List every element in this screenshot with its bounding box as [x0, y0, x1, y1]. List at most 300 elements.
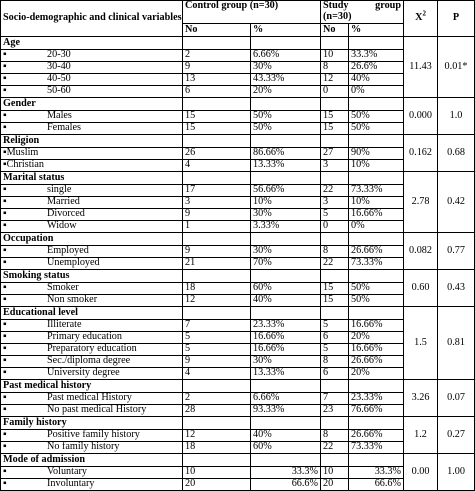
study-percent: 73.33% [349, 442, 404, 454]
p-value: 0.42 [438, 172, 475, 233]
row-label: 40-50 [47, 73, 71, 85]
p-value: 0.01* [438, 37, 475, 98]
section-title: Age [1, 37, 183, 50]
bullet-icon: ▪ [3, 208, 7, 220]
row-label-cell [1, 442, 183, 454]
table-row [1, 320, 475, 332]
bullet-icon: ▪ [3, 184, 7, 196]
section-row [1, 135, 475, 148]
row-label-cell [1, 344, 183, 356]
bullet-icon: ▪ [3, 294, 7, 306]
section-row [1, 417, 475, 430]
control-percent: 16.66% [251, 332, 321, 344]
bullet-icon: ▪ [3, 122, 7, 134]
control-percent: 60% [251, 442, 321, 454]
control-percent: 43.33% [251, 74, 321, 86]
table-row [1, 332, 475, 344]
chi-square-value: 11.43 [404, 37, 438, 98]
section-title: Gender [1, 98, 183, 111]
row-label-cell [1, 393, 183, 405]
control-percent: 66.6% [251, 479, 321, 491]
p-value: 0.43 [438, 270, 475, 307]
empty-cell [251, 270, 321, 283]
table-row [1, 111, 475, 123]
row-label: Past medical History [47, 392, 132, 404]
control-count: 2 [183, 50, 251, 62]
study-percent: 10% [349, 197, 404, 209]
control-count: 9 [183, 209, 251, 221]
study-percent: 76.66% [349, 405, 404, 417]
section-row [1, 98, 475, 111]
empty-cell [183, 307, 251, 320]
control-count: 21 [183, 258, 251, 270]
table-row [1, 148, 475, 160]
control-count: 17 [183, 185, 251, 197]
section-title: Occupation [1, 233, 183, 246]
control-percent: 86.66% [251, 148, 321, 160]
row-label-cell [1, 320, 183, 332]
study-percent: 40% [349, 74, 404, 86]
control-count: 5 [183, 344, 251, 356]
header-row [1, 1, 475, 24]
row-label: single [47, 184, 72, 196]
bullet-icon: ▪ [3, 159, 7, 171]
row-label: Unemployed [47, 257, 100, 269]
bullet-icon: ▪ [3, 355, 7, 367]
study-count: 6 [321, 332, 349, 344]
study-count: 20 [321, 479, 349, 491]
study-percent: 20% [349, 368, 404, 380]
bullet-icon: ▪ [3, 49, 7, 61]
study-count: 8 [321, 246, 349, 258]
control-count: 28 [183, 405, 251, 417]
row-label: Married [47, 196, 80, 208]
study-percent: 23.33% [349, 393, 404, 405]
section-title: Past medical history [1, 380, 183, 393]
study-count: 22 [321, 185, 349, 197]
chi-square-value: 0.00 [404, 454, 438, 491]
table-row [1, 283, 475, 295]
empty-cell [183, 380, 251, 393]
study-percent: 73.33% [349, 258, 404, 270]
study-count: 5 [321, 344, 349, 356]
control-count: 4 [183, 368, 251, 380]
table-row [1, 356, 475, 368]
control-percent: 30% [251, 62, 321, 74]
empty-cell [321, 233, 349, 246]
empty-cell [349, 233, 404, 246]
control-count: 3 [183, 197, 251, 209]
section-row [1, 380, 475, 393]
control-count: 18 [183, 442, 251, 454]
row-label: Primary education [47, 331, 122, 343]
control-percent: 40% [251, 295, 321, 307]
row-label-cell [1, 123, 183, 135]
table-row [1, 209, 475, 221]
empty-cell [251, 454, 321, 467]
study-count: 22 [321, 258, 349, 270]
control-percent: 20% [251, 86, 321, 98]
study-percent: 50% [349, 283, 404, 295]
table-row [1, 258, 475, 270]
section-title: Family history [1, 417, 183, 430]
bullet-icon: ▪ [3, 220, 7, 232]
study-count: 23 [321, 405, 349, 417]
p-value: 0.27 [438, 417, 475, 454]
table-row [1, 479, 475, 491]
row-label-cell [1, 295, 183, 307]
control-percent: 70% [251, 258, 321, 270]
study-n-label: (n=30) [323, 10, 352, 22]
study-count: 6 [321, 368, 349, 380]
row-label-cell [1, 86, 183, 98]
group-label: group [375, 0, 402, 11]
empty-cell [251, 37, 321, 50]
empty-cell [251, 135, 321, 148]
section-row [1, 233, 475, 246]
chi-square-value: 1.5 [404, 307, 438, 380]
row-label: Females [47, 122, 81, 134]
control-count: 4 [183, 160, 251, 172]
bullet-icon: ▪ [3, 441, 7, 453]
bullet-icon: ▪ [3, 319, 7, 331]
chi-square-value: 2.78 [404, 172, 438, 233]
control-count: 9 [183, 246, 251, 258]
row-label-cell [1, 368, 183, 380]
section-row [1, 307, 475, 320]
study-count: 27 [321, 148, 349, 160]
table-row [1, 430, 475, 442]
control-percent: 40% [251, 430, 321, 442]
control-percent: 30% [251, 356, 321, 368]
empty-cell [349, 98, 404, 111]
row-label: Muslim [6, 147, 39, 159]
row-label: No family history [47, 441, 120, 453]
control-count: 2 [183, 393, 251, 405]
row-label-cell [1, 467, 183, 479]
control-count: 26 [183, 148, 251, 160]
control-count: 12 [183, 295, 251, 307]
empty-cell [183, 37, 251, 50]
study-percent: 20% [349, 332, 404, 344]
study-percent: 50% [349, 111, 404, 123]
control-count: 18 [183, 283, 251, 295]
bullet-icon: ▪ [3, 331, 7, 343]
control-percent: 23.33% [251, 320, 321, 332]
study-percent: 26.66% [349, 246, 404, 258]
study-count: 8 [321, 356, 349, 368]
control-count: 13 [183, 74, 251, 86]
row-label-cell [1, 258, 183, 270]
control-percent: 6.66% [251, 50, 321, 62]
row-label-cell [1, 111, 183, 123]
study-count: 10 [321, 467, 349, 479]
row-label: Preparatory education [47, 343, 137, 355]
row-label-cell [1, 197, 183, 209]
bullet-icon: ▪ [3, 147, 7, 159]
control-percent: 93.33% [251, 405, 321, 417]
row-label-cell [1, 50, 183, 62]
control-percent: 50% [251, 111, 321, 123]
control-group-header: Control group (n=30) [183, 1, 321, 24]
table-row [1, 74, 475, 86]
table-row [1, 344, 475, 356]
row-label-cell [1, 209, 183, 221]
empty-cell [349, 172, 404, 185]
study-percent: 0% [349, 86, 404, 98]
study-percent: 26.6% [349, 62, 404, 74]
study-pct-header: % [349, 24, 404, 37]
empty-cell [183, 98, 251, 111]
bullet-icon: ▪ [3, 367, 7, 379]
section-title: Religion [1, 135, 183, 148]
study-count: 0 [321, 86, 349, 98]
control-count: 9 [183, 62, 251, 74]
empty-cell [251, 417, 321, 430]
p-value: 0.81 [438, 307, 475, 380]
study-count: 0 [321, 221, 349, 233]
empty-cell [349, 270, 404, 283]
table-row [1, 50, 475, 62]
bullet-icon: ▪ [3, 196, 7, 208]
empty-cell [321, 417, 349, 430]
row-label-cell [1, 430, 183, 442]
study-no-header: No [321, 24, 349, 37]
study-percent: 16.66% [349, 320, 404, 332]
section-row [1, 270, 475, 283]
p-value: 0.77 [438, 233, 475, 270]
study-percent: 16.66% [349, 209, 404, 221]
bullet-icon: ▪ [3, 257, 7, 269]
control-percent: 50% [251, 123, 321, 135]
empty-cell [321, 307, 349, 320]
section-title: Mode of admission [1, 454, 183, 467]
empty-cell [251, 233, 321, 246]
empty-cell [183, 417, 251, 430]
chi-square-value: 3.26 [404, 380, 438, 417]
study-count: 15 [321, 295, 349, 307]
control-percent: 60% [251, 283, 321, 295]
chi-square-value: 0.162 [404, 135, 438, 172]
table-body [1, 37, 475, 491]
study-count: 12 [321, 74, 349, 86]
row-label: 50-60 [47, 85, 71, 97]
study-percent: 33.3% [349, 467, 404, 479]
study-percent: 33.3% [349, 50, 404, 62]
empty-cell [349, 417, 404, 430]
table-row [1, 86, 475, 98]
study-count: 5 [321, 320, 349, 332]
section-row [1, 172, 475, 185]
empty-cell [349, 135, 404, 148]
control-percent: 6.66% [251, 393, 321, 405]
empty-cell [349, 37, 404, 50]
control-percent: 13.33% [251, 368, 321, 380]
empty-cell [321, 135, 349, 148]
section-title: Marital status [1, 172, 183, 185]
bullet-icon: ▪ [3, 245, 7, 257]
study-count: 8 [321, 62, 349, 74]
control-percent: 3.33% [251, 221, 321, 233]
study-percent: 73.33% [349, 185, 404, 197]
empty-cell [183, 454, 251, 467]
row-label: Christian [6, 159, 44, 171]
control-count: 6 [183, 86, 251, 98]
study-label: Study [323, 0, 349, 11]
row-label: 20-30 [47, 49, 71, 61]
bullet-icon: ▪ [3, 392, 7, 404]
study-count: 8 [321, 430, 349, 442]
table-row [1, 197, 475, 209]
row-label: Divorced [47, 208, 85, 220]
bullet-icon: ▪ [3, 404, 7, 416]
study-percent: 66.6% [349, 479, 404, 491]
control-count: 9 [183, 356, 251, 368]
table-row [1, 393, 475, 405]
study-percent: 10% [349, 160, 404, 172]
chi-square-value: 0.000 [404, 98, 438, 135]
table-row [1, 368, 475, 380]
row-label-cell [1, 221, 183, 233]
study-count: 15 [321, 283, 349, 295]
row-label: University degree [47, 367, 120, 379]
row-label-cell [1, 356, 183, 368]
chi-square-header: $X^2$ [404, 1, 438, 37]
row-label: 30-40 [47, 61, 71, 73]
empty-cell [321, 270, 349, 283]
p-value-header: P [438, 1, 475, 37]
bullet-icon: ▪ [3, 61, 7, 73]
study-count: 3 [321, 160, 349, 172]
study-percent: 26.66% [349, 430, 404, 442]
table-row [1, 62, 475, 74]
control-no-header: No [183, 24, 251, 37]
row-label-cell [1, 185, 183, 197]
empty-cell [251, 380, 321, 393]
row-label-cell [1, 62, 183, 74]
study-percent: 50% [349, 123, 404, 135]
study-count: 10 [321, 50, 349, 62]
p-value: 1.0 [438, 98, 475, 135]
row-label-cell [1, 148, 183, 160]
table-row [1, 160, 475, 172]
row-label-cell [1, 479, 183, 491]
bullet-icon: ▪ [3, 282, 7, 294]
empty-cell [251, 307, 321, 320]
empty-cell [183, 233, 251, 246]
row-label: Sec./diploma degree [47, 355, 131, 367]
row-label: Widow [47, 220, 77, 232]
row-label: Illiterate [47, 319, 82, 331]
empty-cell [321, 37, 349, 50]
control-percent: 30% [251, 246, 321, 258]
empty-cell [321, 380, 349, 393]
section-title: Smoking status [1, 270, 183, 283]
control-count: 15 [183, 111, 251, 123]
empty-cell [251, 98, 321, 111]
p-value: 0.07 [438, 380, 475, 417]
bullet-icon: ▪ [3, 85, 7, 97]
empty-cell [321, 454, 349, 467]
table-row [1, 442, 475, 454]
control-percent: 56.66% [251, 185, 321, 197]
control-pct-header: % [251, 24, 321, 37]
control-percent: 16.66% [251, 344, 321, 356]
bullet-icon: ▪ [3, 429, 7, 441]
row-label: Voluntary [47, 466, 87, 478]
control-percent: 30% [251, 209, 321, 221]
empty-cell [251, 172, 321, 185]
chi-square-value: 0.60 [404, 270, 438, 307]
control-percent: 33.3% [251, 467, 321, 479]
control-count: 1 [183, 221, 251, 233]
study-count: 3 [321, 197, 349, 209]
control-percent: 10% [251, 197, 321, 209]
p-value: 0.68 [438, 135, 475, 172]
row-label-cell [1, 405, 183, 417]
study-percent: 16.66% [349, 344, 404, 356]
row-label: No past medical History [47, 404, 147, 416]
table-row [1, 467, 475, 479]
control-count: 10 [183, 467, 251, 479]
empty-cell [321, 172, 349, 185]
control-count: 5 [183, 332, 251, 344]
study-percent: 26.66% [349, 356, 404, 368]
empty-cell [321, 98, 349, 111]
control-percent: 13.33% [251, 160, 321, 172]
control-count: 15 [183, 123, 251, 135]
table-row [1, 246, 475, 258]
control-count: 20 [183, 479, 251, 491]
empty-cell [183, 270, 251, 283]
row-label: Involuntary [47, 478, 95, 490]
table-row [1, 123, 475, 135]
study-group-header [321, 1, 404, 24]
study-percent: 90% [349, 148, 404, 160]
row-label: Employed [47, 245, 89, 257]
empty-cell [349, 380, 404, 393]
row-label-cell [1, 332, 183, 344]
row-label-cell [1, 160, 183, 172]
bullet-icon: ▪ [3, 110, 7, 122]
control-count: 12 [183, 430, 251, 442]
study-count: 15 [321, 123, 349, 135]
chi-square-value: 1.2 [404, 417, 438, 454]
bullet-icon: ▪ [3, 466, 7, 478]
table-row [1, 295, 475, 307]
section-row [1, 37, 475, 50]
study-percent: 0% [349, 221, 404, 233]
bullet-icon: ▪ [3, 343, 7, 355]
row-label-cell [1, 246, 183, 258]
table-row [1, 221, 475, 233]
section-row [1, 454, 475, 467]
study-count: 22 [321, 442, 349, 454]
row-label: Smoker [47, 282, 79, 294]
table-row [1, 185, 475, 197]
chi-square-value: 0.082 [404, 233, 438, 270]
table-row [1, 405, 475, 417]
bullet-icon: ▪ [3, 478, 7, 490]
empty-cell [349, 454, 404, 467]
row-label-cell [1, 74, 183, 86]
p-value: 1.00 [438, 454, 475, 491]
row-label: Males [47, 110, 72, 122]
empty-cell [349, 307, 404, 320]
control-count: 7 [183, 320, 251, 332]
study-count: 5 [321, 209, 349, 221]
row-label-cell [1, 283, 183, 295]
